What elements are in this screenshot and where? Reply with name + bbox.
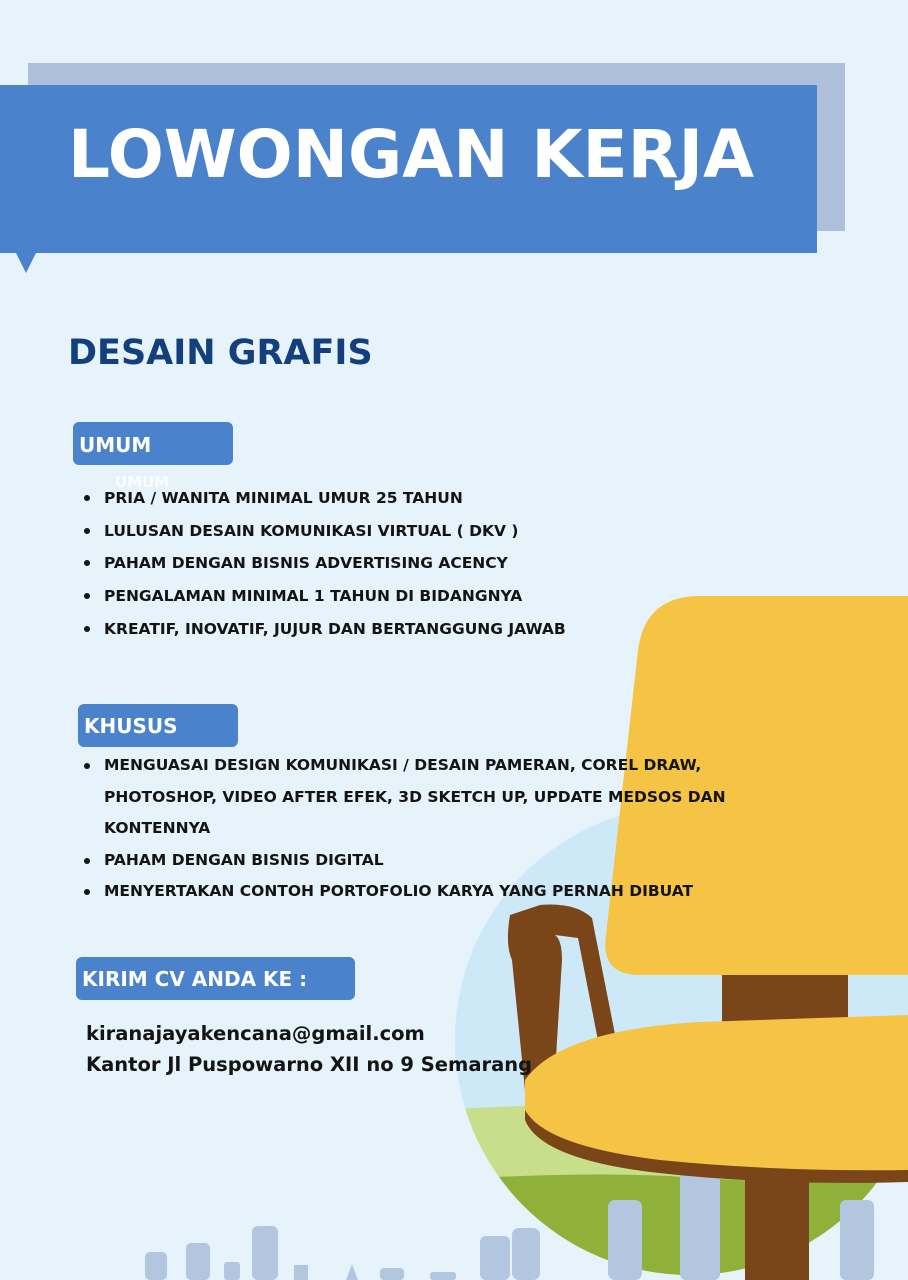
requirements-khusus-list [80, 750, 760, 908]
section-label-khusus: KHUSUS [78, 704, 238, 747]
list-item: KREATIF, INOVATIF, JUJUR DAN BERTANGGUNG JAWAB [80, 619, 566, 652]
contact-address: Kantor Jl Puspowarno XII no 9 Semarang [86, 1053, 533, 1076]
section-label-send-cv: KIRIM CV ANDA KE : [76, 957, 355, 1000]
list-item: LULUSAN DESAIN KOMUNIKASI VIRTUAL ( DKV ) [80, 521, 566, 554]
page-title: LOWONGAN KERJA [68, 116, 755, 193]
contact-block [86, 1018, 532, 1080]
requirements-umum-list [80, 488, 566, 651]
list-item: PAHAM DENGAN BISNIS DIGITAL [80, 845, 760, 877]
list-item: PENGALAMAN MINIMAL 1 TAHUN DI BIDANGNYA [80, 586, 566, 619]
ghost-label-umum: UMUM [115, 473, 170, 491]
position-title: DESAIN GRAFIS [68, 333, 373, 373]
contact-email[interactable]: kiranajayakencana@gmail.com [86, 1022, 425, 1045]
list-item: MENYERTAKAN CONTOH PORTOFOLIO KARYA YANG PERNAH DIBUAT [80, 876, 760, 908]
list-item: MENGUASAI DESIGN KOMUNIKASI / DESAIN PAMERAN, COREL DRAW, PHOTOSHOP, VIDEO AFTER EFEK, 3D SKETCH UP, UPDATE MEDSOS DAN KONTENNYA [80, 750, 760, 845]
list-item: PRIA / WANITA MINIMAL UMUR 25 TAHUN [80, 488, 566, 521]
list-item: PAHAM DENGAN BISNIS ADVERTISING ACENCY [80, 553, 566, 586]
banner-tail [16, 253, 36, 273]
section-label-umum: UMUM [73, 422, 233, 465]
